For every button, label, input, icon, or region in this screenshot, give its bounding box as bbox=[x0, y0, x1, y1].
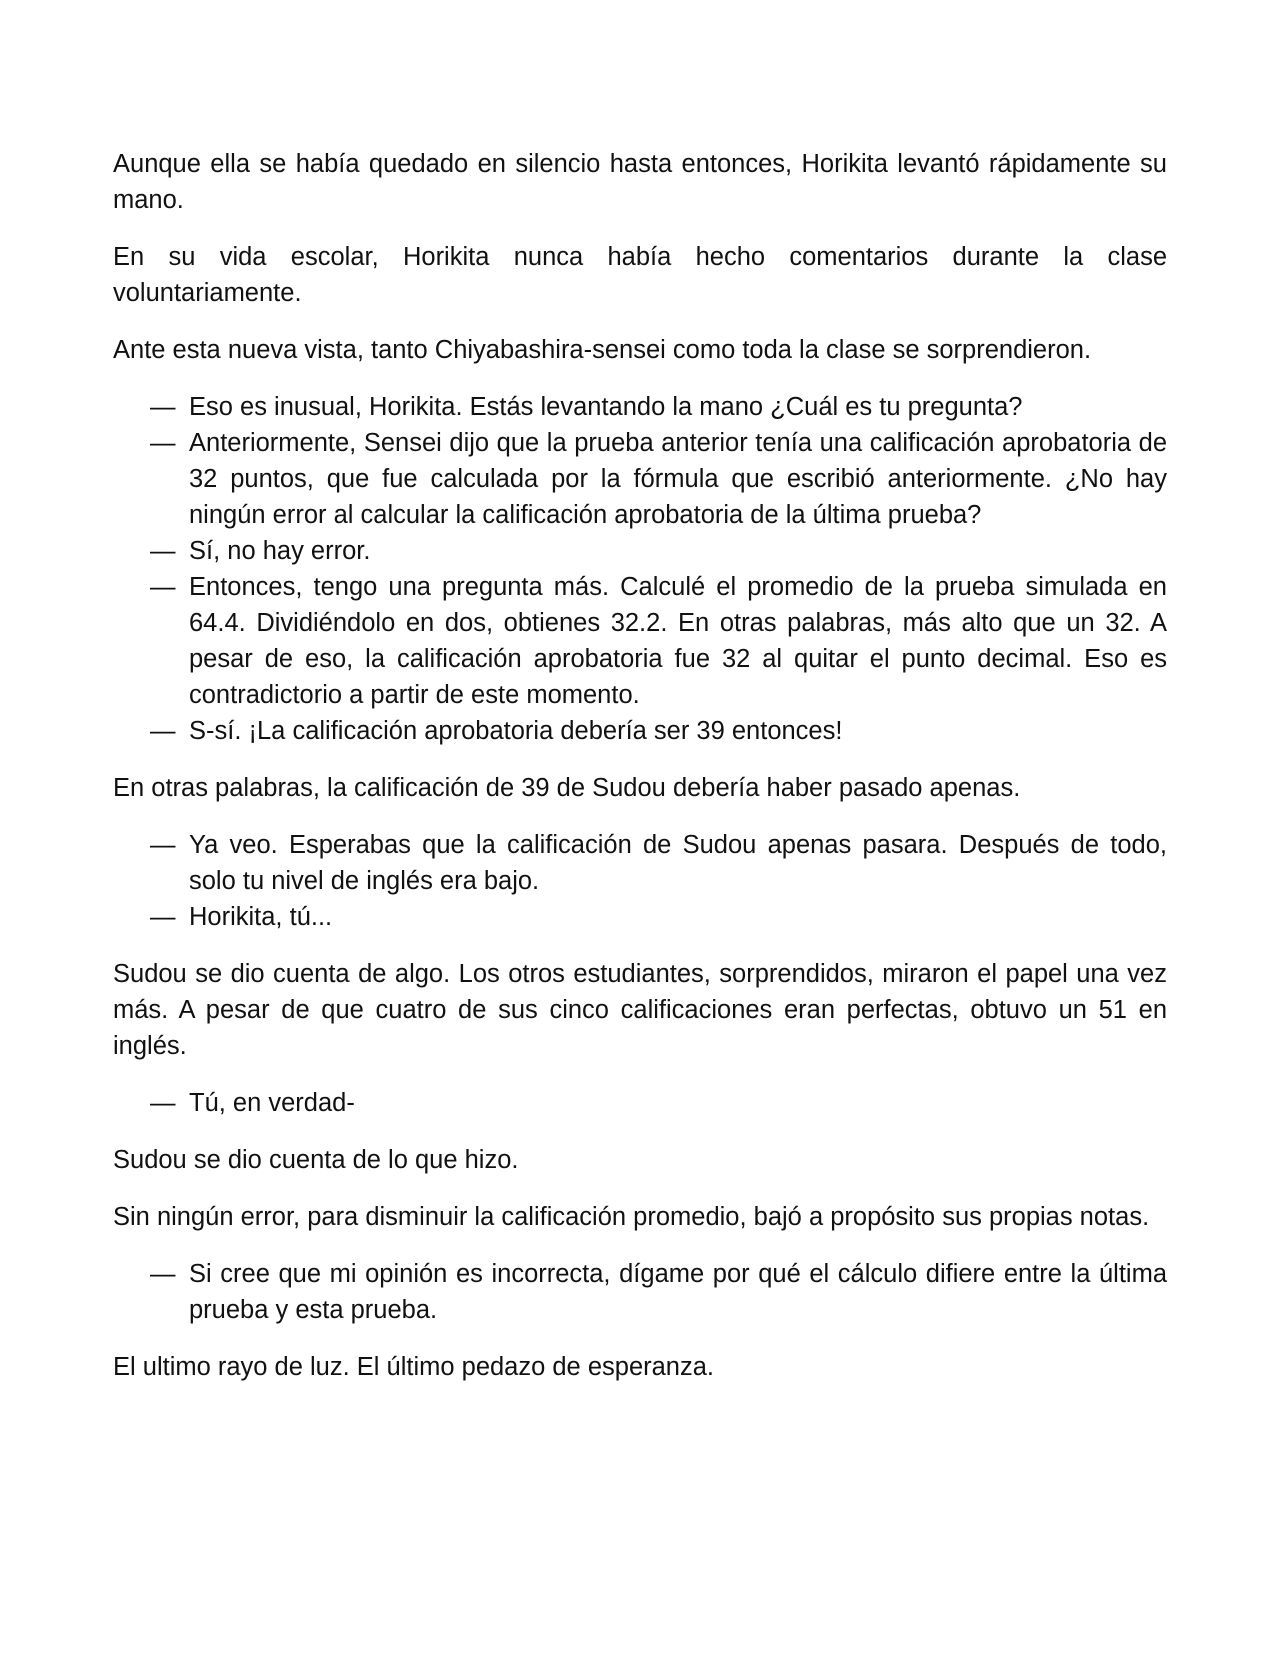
dialog-dash: — bbox=[150, 903, 176, 931]
dialog-block bbox=[113, 389, 1167, 749]
dialog-text: Anteriormente, Sensei dijo que la prueba anterior tenía una calificación aprobatoria de 32 puntos, que fue calculada por la fórmula que escribió anteriormente. ¿No hay ningún error al calcular la calificación aprobatoria de la última prueba? bbox=[189, 429, 1167, 529]
document-page bbox=[113, 146, 1167, 1406]
dialog-line bbox=[113, 389, 1167, 425]
paragraph: En su vida escolar, Horikita nunca había hecho comentarios durante la clase voluntariamente. bbox=[113, 243, 1167, 307]
dialog-dash: — bbox=[150, 831, 176, 859]
paragraph: Sudou se dio cuenta de lo que hizo. bbox=[113, 1146, 519, 1174]
dialog-line bbox=[113, 1256, 1167, 1328]
dialog-text: Sí, no hay error. bbox=[189, 537, 371, 565]
dialog-dash: — bbox=[150, 1089, 176, 1117]
dialog-text: Ya veo. Esperabas que la calificación de Sudou apenas pasara. Después de todo, solo tu nivel de inglés era bajo. bbox=[189, 831, 1167, 895]
dialog-block bbox=[113, 1085, 1167, 1121]
dialog-dash: — bbox=[150, 1260, 176, 1288]
dialog-dash: — bbox=[150, 537, 176, 565]
dialog-line bbox=[113, 899, 1167, 935]
paragraph: Sudou se dio cuenta de algo. Los otros estudiantes, sorprendidos, miraron el papel una vez más. A pesar de que cuatro de sus cinco calificaciones eran perfectas, obtuvo un 51 en inglés. bbox=[113, 960, 1167, 1060]
dialog-dash: — bbox=[150, 393, 176, 421]
dialog-line bbox=[113, 1085, 1167, 1121]
dialog-text: Si cree que mi opinión es incorrecta, dígame por qué el cálculo difiere entre la última prueba y esta prueba. bbox=[189, 1260, 1167, 1324]
dialog-text: Horikita, tú... bbox=[189, 903, 333, 931]
dialog-text: Entonces, tengo una pregunta más. Calculé el promedio de la prueba simulada en 64.4. Dividiéndolo en dos, obtienes 32.2. En otras palabras, más alto que un 32. A pesar de eso, la calificación aprobatoria fue 32 al quitar el punto decimal. Eso es contradictorio a partir de este momento. bbox=[189, 573, 1167, 709]
dialog-dash: — bbox=[150, 429, 176, 457]
paragraph: El ultimo rayo de luz. El último pedazo de esperanza. bbox=[113, 1353, 714, 1381]
paragraph: Ante esta nueva vista, tanto Chiyabashira-sensei como toda la clase se sorprendieron. bbox=[113, 336, 1092, 364]
dialog-text: S-sí. ¡La calificación aprobatoria debería ser 39 entonces! bbox=[189, 717, 843, 745]
paragraph: Aunque ella se había quedado en silencio hasta entonces, Horikita levantó rápidamente su mano. bbox=[113, 150, 1167, 214]
dialog-text: Tú, en verdad- bbox=[189, 1089, 355, 1117]
dialog-dash: — bbox=[150, 717, 176, 745]
dialog-block bbox=[113, 827, 1167, 935]
dialog-line bbox=[113, 569, 1167, 713]
dialog-dash: — bbox=[150, 573, 176, 601]
dialog-block bbox=[113, 1256, 1167, 1328]
paragraph: En otras palabras, la calificación de 39 de Sudou debería haber pasado apenas. bbox=[113, 774, 1021, 802]
paragraph: Sin ningún error, para disminuir la calificación promedio, bajó a propósito sus propias notas. bbox=[113, 1203, 1150, 1231]
dialog-line bbox=[113, 533, 1167, 569]
dialog-text: Eso es inusual, Horikita. Estás levantando la mano ¿Cuál es tu pregunta? bbox=[189, 393, 1023, 421]
dialog-line bbox=[113, 827, 1167, 899]
dialog-line bbox=[113, 713, 1167, 749]
dialog-line bbox=[113, 425, 1167, 533]
